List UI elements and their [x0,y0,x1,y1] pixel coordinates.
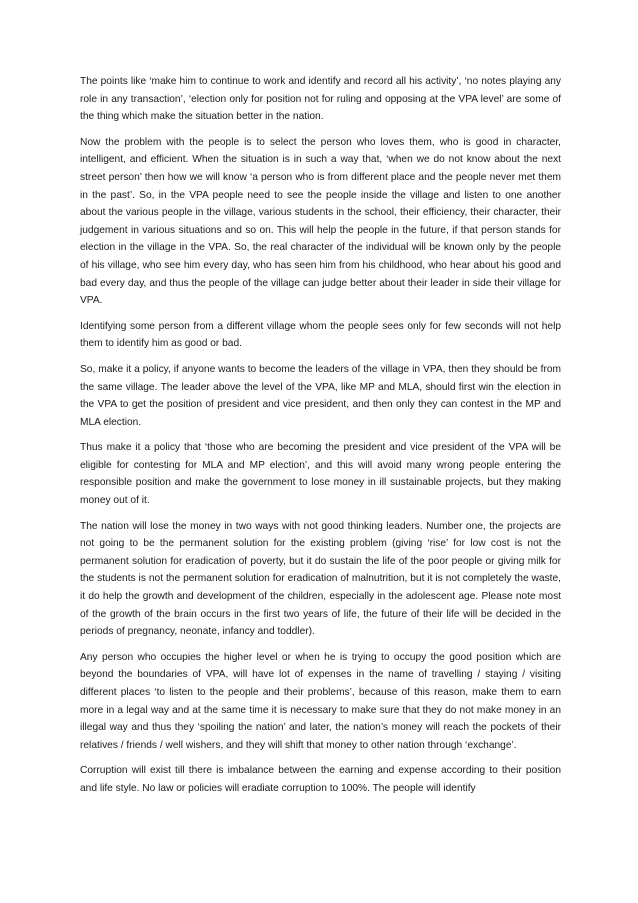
paragraph: Thus make it a policy that ‘those who are becoming the president and vice president of the VPA will be eligible for contesting for MLA and MP election’, and this will avoid many wrong people entering the responsible position and make the government to lose money in ill sustainable projects, but they making money out of it. [80,442,561,507]
paragraph: Identifying some person from a different village whom the people sees only for few seconds will not help them to identify him as good or bad. [80,320,561,350]
paragraph: Corruption will exist till there is imbalance between the earning and expense according to their position and life style. No law or policies will eradiate corruption to 100%. The people will identify [80,765,561,794]
paragraph: Now the problem with the people is to select the person who loves them, who is good in character, intelligent, and efficient. When the situation is in such a way that, ‘when we do not know about the next street person’ then how we will know ‘a person who is from different place and the people never met them in the past’. So, in the VPA people need to see the people inside the village and listen to one another about the various people in the village, various students in the school, their efficiency, their character, their judgement in various situations and so on. This will help the people in the future, if that person stands for election in the village in the VPA. So, the real character of the individual will be known only by the people of his village, who see him every day, who has seen him from his childhood, who hear about his good and bad every day, and thus the people of the village can judge better about their leader in side their village for VPA. [80,136,561,307]
paragraph: The nation will lose the money in two ways with not good thinking leaders. Number one, the projects are not going to be the permanent solution for the existing problem (giving ‘rise’ for low cost is not the permanent solution for eradication of poverty, but it do sustain the life of the poor people or giving milk for the students is not the permanent solution for eradication of malnutrition, but it is not completely the waste, it do help the growth and development of the children, especially in the adolescent age. Please note most of the growth of the brain occurs in the first two years of life, the future of their life will be decided in the periods of pregnancy, neonate, infancy and toddler). [80,520,561,638]
document-page [80,73,561,806]
paragraph: The points like ‘make him to continue to work and identify and record all his activity’, ‘no notes playing any role in any transaction’, ‘election only for position not for ruling and opposing at the VPA level’ are some of the thing which make the situation better in the nation. [80,76,561,123]
paragraph: So, make it a policy, if anyone wants to become the leaders of the village in VPA, then they should be from the same village. The leader above the level of the VPA, like MP and MLA, should first win the election in the VPA to get the position of president and vice president, and then only they can contest in the MP and MLA election. [80,363,561,428]
paragraph: Any person who occupies the higher level or when he is trying to occupy the good position which are beyond the boundaries of VPA, will have lot of expenses in the name of travelling / staying / visiting different places ‘to listen to the people and their problems’, because of this reason, make them to earn more in a legal way and at the same time it is necessary to make sure that they do not make money in an illegal way and thus they ‘spoiling the nation’ and later, the nation’s money will reach the pockets of their relatives / friends / well wishers, and they will shift that money to other nation through ‘exchange’. [80,651,561,751]
